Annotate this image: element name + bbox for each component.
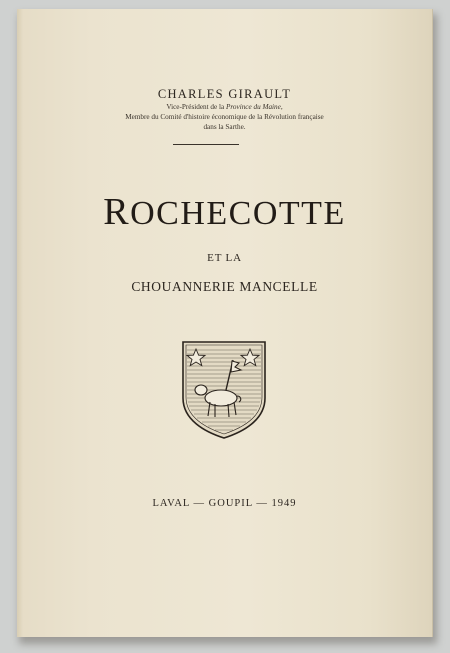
subtitle-connector: ET LA	[207, 252, 242, 264]
title-initial: R	[103, 191, 131, 233]
author-affiliation-line-2: Membre du Comité d'histoire économique de la Révolution française	[125, 113, 324, 121]
book-title	[17, 192, 432, 234]
title-rest: OCHECOTTE	[130, 195, 346, 232]
publisher-imprint: LAVAL — GOUPIL — 1949	[152, 498, 297, 509]
author-affiliation-line-3: dans la Sarthe.	[203, 123, 246, 131]
subtitle: CHOUANNERIE MANCELLE	[131, 279, 318, 294]
book-cover	[17, 9, 433, 637]
divider-rule	[173, 144, 239, 145]
affiliation-italic: Province du Maine	[226, 103, 281, 111]
author-affiliation-line-1	[17, 102, 432, 112]
affiliation-prefix: Vice-Président de la	[166, 103, 226, 111]
heraldic-shield-icon	[181, 340, 267, 440]
author-name: CHARLES GIRAULT	[157, 87, 292, 101]
affiliation-suffix: ,	[280, 103, 283, 111]
